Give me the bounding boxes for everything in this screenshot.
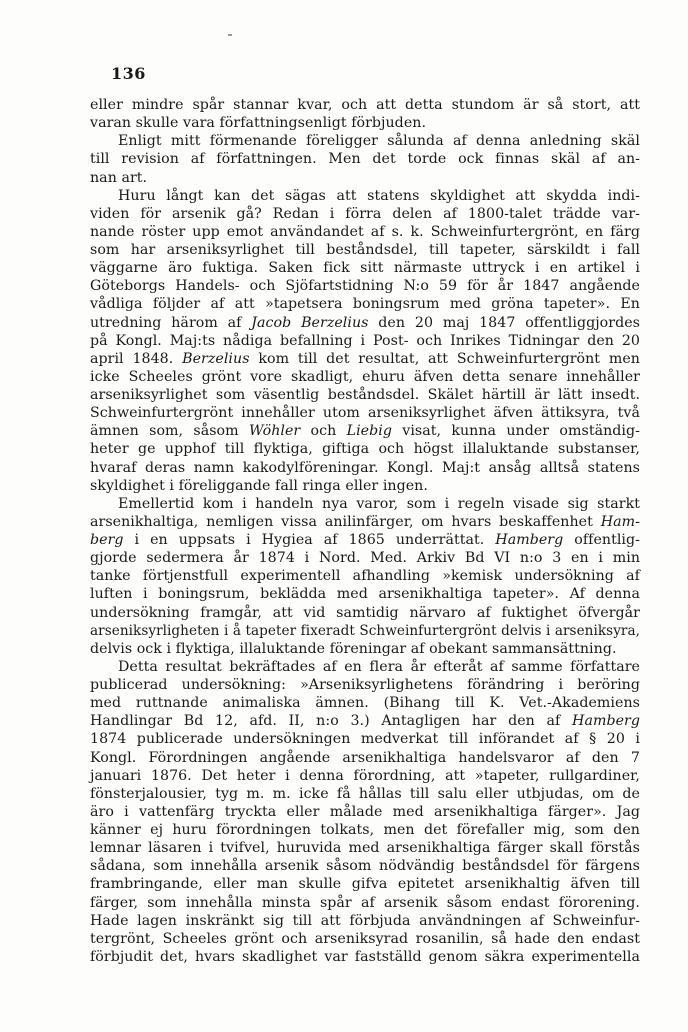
text-line: vådliga följder af att »tapetsera boningsrum med gröna tapeter». En	[90, 296, 640, 313]
text-line: färger, som innehålla minsta spår af arsenik såsom endast förorening.	[90, 894, 640, 911]
text-line: arseniksyrlighet som väsentlig beståndsdel. Skälet härtill är lätt insedt.	[90, 387, 640, 403]
text-line: Enligt mitt förmenande föreligger sålunda af denna anledning skäl	[118, 133, 640, 150]
text-line: nan art.	[90, 169, 148, 186]
text-line: Schweinfurtergrönt innehåller utom arseniksyrlighet äfven ättiksyra, två	[90, 405, 640, 422]
text-line: undersökning framgår, att vid samtidig närvaro af fuktighet öfvergår	[90, 604, 640, 621]
text-line: känner ej huru förordningen tolkats, men det förefaller mig, som den	[90, 822, 640, 838]
text-line: Emellertid kom i handeln nya varor, som i regeln visade sig starkt	[118, 495, 640, 512]
print-speck	[228, 34, 232, 36]
text-line: berg i en uppsats i Hygiea af 1865 underrättat. Hamberg offentlig-	[90, 532, 640, 548]
text-line: väggarne äro fuktiga. Saken fick sitt närmaste uttryck i en artikel i	[90, 260, 640, 277]
text-line: tanke förtjenstfull experimentell afhandling »kemisk undersökning af	[90, 568, 640, 585]
text-line: med ruttnande animaliska ämnen. (Bihang till K. Vet.-Akademiens	[90, 695, 640, 712]
text-line: varan skulle vara författningsenligt förbjuden.	[90, 115, 427, 132]
text-line: Detta resultat bekräftades af en flera år efteråt af samme författare	[118, 658, 640, 675]
text-line: hvaraf deras namn kakodylföreningar. Kongl. Maj:t ansåg alltså statens	[90, 459, 640, 476]
text-line: arsenikhaltiga, nemligen vissa anilinfärger, om hvars beskaffenhet Ham-	[90, 513, 640, 530]
text-line: tergrönt, Scheeles grönt och arseniksyrad rosanilin, så hade den endast	[90, 930, 640, 947]
text-line: ämnen som, såsom Wöhler och Liebig visat, kunna under omständig-	[90, 423, 640, 440]
text-line: Hade lagen inskränkt sig till att förbjuda användningen af Schweinfur-	[90, 912, 640, 929]
text-line: Kongl. Förordningen angående arsenikhaltiga handelsvaror af den 7	[90, 749, 640, 766]
text-line: luften i boningsrum, beklädda med arsenikhaltiga tapeter». Af denna	[90, 586, 640, 603]
text-line: skyldighet i föreliggande fall ringa eller ingen.	[90, 477, 428, 494]
text-line: heter ge upphof till flyktiga, giftiga och högst illaluktande substanser,	[90, 441, 640, 458]
text-line: gjorde sedermera år 1874 i Nord. Med. Arkiv Bd VI n:o 3 en i min	[90, 550, 640, 567]
text-line: till revision af författningen. Men det torde ock finnas skäl af an-	[90, 151, 640, 168]
text-line: Handlingar Bd 12, afd. II, n:o 3.) Antagligen har den af Hamberg	[90, 713, 640, 730]
text-line: frambringande, eller man skulle gifva epitetet arsenikhaltig äfven till	[90, 876, 640, 893]
text-line: arseniksyrligheten i å tapeter fixeradt Schweinfurtergrönt delvis i arseniksyra,	[90, 622, 640, 639]
text-line: Huru långt kan det sägas att statens skyldighet att skydda indi-	[118, 187, 640, 204]
text-line: äro i vattenfärg tryckta eller målade med arsenikhaltiga färger». Jag	[90, 803, 640, 820]
text-line: delvis ock i flyktiga, illaluktande föreningar af obekant sammansättning.	[90, 640, 617, 657]
text-line: på Kongl. Maj:ts nådiga befallning i Post- och Inrikes Tidningar den 20	[90, 332, 640, 349]
text-line: Göteborgs Handels- och Sjöfartstidning N:o 59 för år 1847 angående	[90, 278, 640, 295]
text-line: april 1848. Berzelius kom till det resultat, att Schweinfurtergrönt men	[90, 350, 640, 367]
text-line: förbjudit det, hvars skadlighet var fastställd genom säkra experimentella	[90, 948, 640, 965]
text-line: nande röster upp emot användandet af s. k. Schweinfurtergrönt, en färg	[90, 223, 640, 240]
text-line: utredning härom af Jacob Berzelius den 20 maj 1847 offentliggjordes	[90, 314, 640, 331]
text-line: som har arseniksyrlighet till beståndsdel, till tapeter, särskildt i fall	[90, 242, 640, 258]
text-line: 1874 publicerade undersökningen medverkat till införandet af § 20 i	[90, 731, 640, 748]
text-line: publicerad undersökning: »Arseniksyrlighetens förändring i beröring	[90, 677, 640, 693]
text-line: eller mindre spår stannar kvar, och att detta stundom är så stort, att	[90, 97, 640, 113]
text-line: fönsterjalousier, tyg m. m. icke få hållas till salu eller utbjudas, om de	[90, 785, 640, 802]
text-line: sådana, som innehålla arsenik såsom nödvändig beståndsdel för färgens	[90, 858, 640, 875]
body-text	[90, 96, 640, 966]
text-line: januari 1876. Det heter i denna förordning, att »tapeter, rullgardiner,	[90, 767, 640, 784]
page-number: 136	[111, 64, 146, 83]
text-line: icke Scheeles grönt vore skadligt, ehuru äfven detta senare innehåller	[90, 368, 640, 385]
text-line: lemnar läsaren i tvifvel, huruvida med arsenikhaltiga färger skall förstås	[90, 840, 640, 857]
text-line: viden för arsenik gå? Redan i förra delen af 1800-talet trädde var-	[90, 205, 640, 222]
